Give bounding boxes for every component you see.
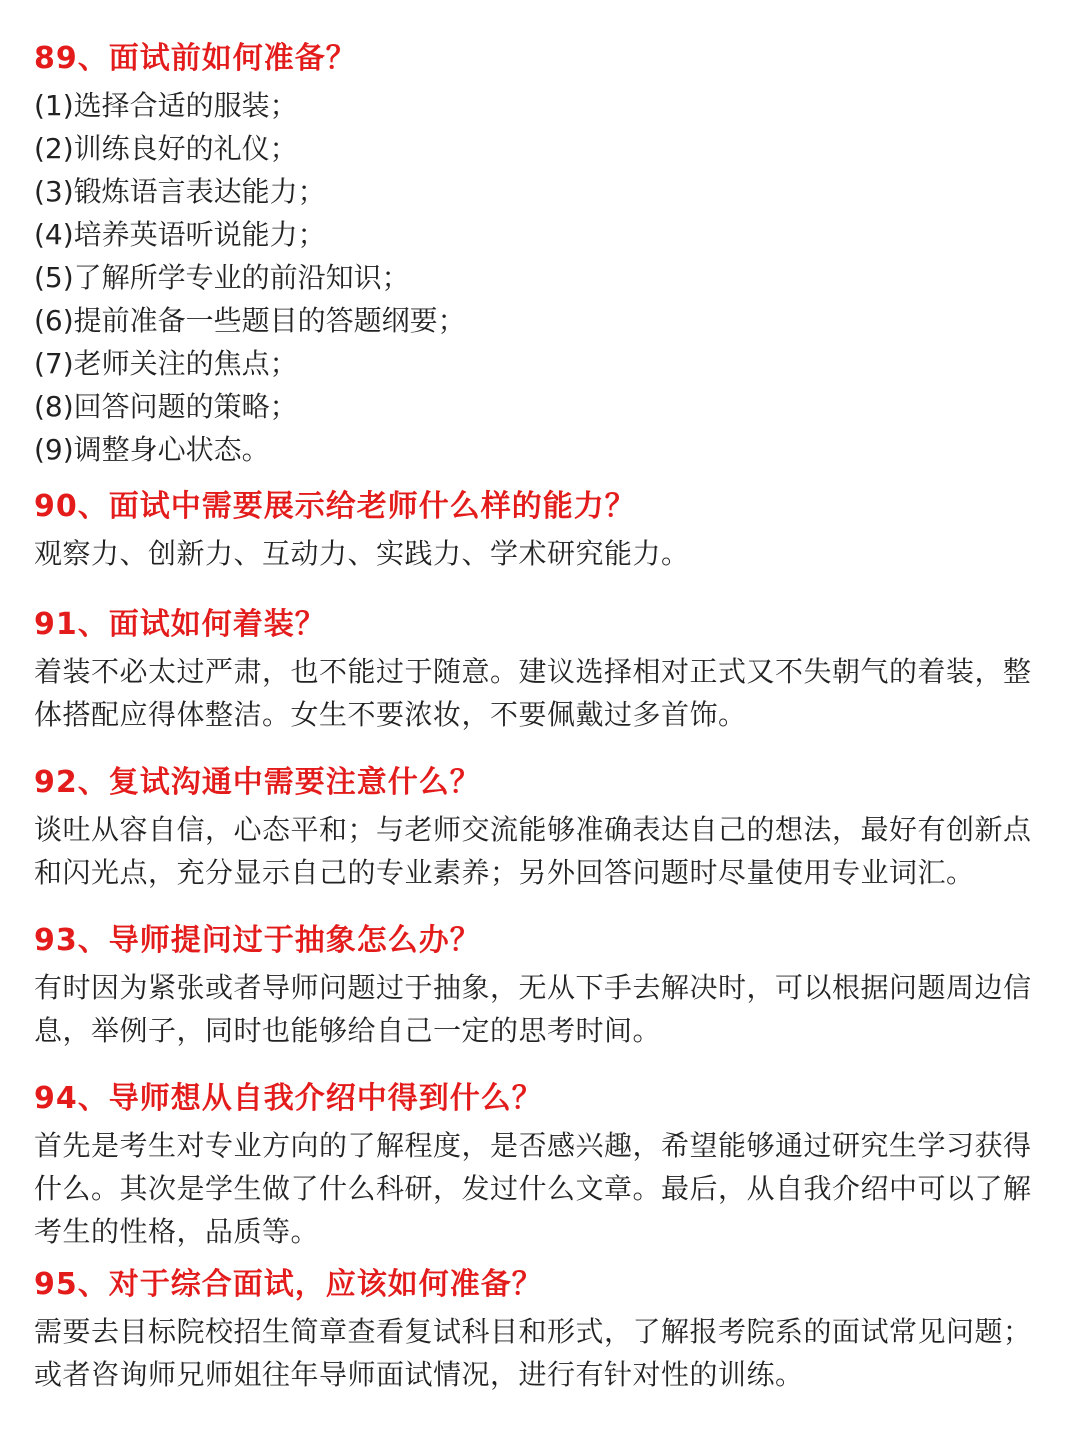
answer-list (34, 84, 1046, 471)
question-title: 92、复试沟通中需要注意什么？ (34, 765, 481, 800)
list-item: (1)选择合适的服装； (34, 89, 298, 122)
list-item: (5)了解所学专业的前沿知识； (34, 261, 410, 294)
qa-section-90 (34, 482, 1046, 575)
answer-text: 有时因为紧张或者导师问题过于抽象，无从下手去解决时，可以根据问题周边信息，举例子，同时也能够给自己一定的思考时间。 (34, 971, 1032, 1047)
qa-section-91 (34, 600, 1046, 736)
list-item: (4)培养英语听说能力； (34, 218, 326, 251)
qa-section-94 (34, 1074, 1046, 1253)
list-item: (9)调整身心状态。 (34, 433, 270, 466)
answer-text: 谈吐从容自信，心态平和；与老师交流能够准确表达自己的想法，最好有创新点和闪光点，充分显示自己的专业素养；另外回答问题时尽量使用专业词汇。 (34, 813, 1032, 889)
qa-section-92 (34, 758, 1046, 894)
answer-text: 着装不必太过严肃，也不能过于随意。建议选择相对正式又不失朝气的着装，整体搭配应得体整洁。女生不要浓妆，不要佩戴过多首饰。 (34, 655, 1032, 731)
question-title: 95、对于综合面试，应该如何准备？ (34, 1267, 543, 1302)
answer-text: 需要去目标院校招生简章查看复试科目和形式，了解报考院系的面试常见问题；或者咨询师兄师姐往年导师面试情况，进行有针对性的训练。 (34, 1315, 1032, 1391)
answer-text: 观察力、创新力、互动力、实践力、学术研究能力。 (34, 537, 690, 570)
question-title: 89、面试前如何准备？ (34, 41, 357, 76)
qa-section-93 (34, 916, 1046, 1052)
question-title: 93、导师提问过于抽象怎么办？ (34, 923, 481, 958)
list-item: (6)提前准备一些题目的答题纲要； (34, 304, 466, 337)
qa-section-89 (34, 34, 1046, 471)
qa-section-95 (34, 1260, 1046, 1396)
list-item: (7)老师关注的焦点； (34, 347, 298, 380)
question-title: 90、面试中需要展示给老师什么样的能力？ (34, 489, 636, 524)
question-title: 91、面试如何着装？ (34, 607, 326, 642)
question-title: 94、导师想从自我介绍中得到什么？ (34, 1081, 543, 1116)
answer-text: 首先是考生对专业方向的了解程度，是否感兴趣，希望能够通过研究生学习获得什么。其次是学生做了什么科研，发过什么文章。最后，从自我介绍中可以了解考生的性格，品质等。 (34, 1129, 1032, 1248)
list-item: (2)训练良好的礼仪； (34, 132, 298, 165)
list-item: (8)回答问题的策略； (34, 390, 298, 423)
list-item: (3)锻炼语言表达能力； (34, 175, 326, 208)
